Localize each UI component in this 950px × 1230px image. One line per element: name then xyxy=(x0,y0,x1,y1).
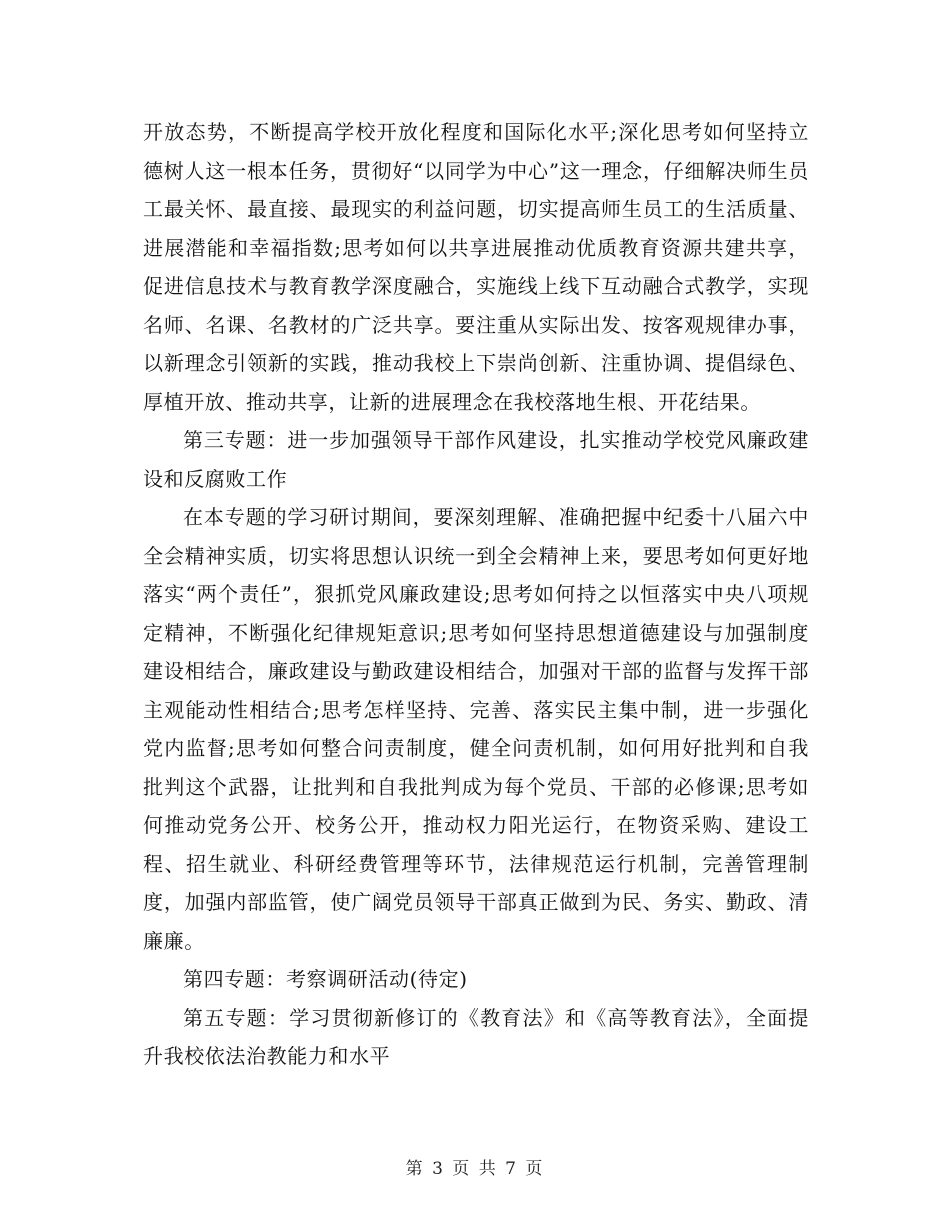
page-number: 第 3 页 共 7 页 xyxy=(405,1159,545,1179)
topic-three-body: 在本专题的学习研讨期间，要深刻理解、准确把握中纪委十八届六中全会精神实质，切实将思想认识统一到全会精神上来，要思考如何更好地落实“两个责任”，狠抓党风廉政建设;思考如何持之以恒落实中央八项规定精神，不断强化纪律规矩意识;思考如何坚持思想道德建设与加强制度建设相结合，廉政建设与勤政建设相结合，加强对干部的监督与发挥干部主观能动性相结合;思考怎样坚持、完善、落实民主集中制，进一步强化党内监督;思考如何整合问责制度，健全问责机制，如何用好批判和自我批判这个武器，让批判和自我批判成为每个党员、干部的必修课;思考如何推动党务公开、校务公开，推动权力阳光运行，在物资采购、建设工程、招生就业、科研经费管理等环节，法律规范运行机制，完善管理制度，加强内部监管，使广阔党员领导干部真正做到为民、务实、勤政、清廉廉。 xyxy=(143,505,809,953)
document-body xyxy=(143,113,809,1076)
topic-three-heading: 第三专题：进一步加强领导干部作风建设，扎实推动学校党风廉政建设和反腐败工作 xyxy=(143,428,809,491)
topic-five-heading: 第五专题：学习贯彻新修订的《教育法》和《高等教育法》，全面提升我校依法治教能力和水平 xyxy=(143,1005,809,1068)
page-footer xyxy=(0,1154,950,1179)
paragraph-continuation: 开放态势，不断提高学校开放化程度和国际化水平;深化思考如何坚持立德树人这一根本任务，贯彻好“以同学为中心”这一理念，仔细解决师生员工最关怀、最直接、最现实的利益问题，切实提高师生员工的生活质量、进展潜能和幸福指数;思考如何以共享进展推动优质教育资源共建共享，促进信息技术与教育教学深度融合，实施线上线下互动融合式教学，实现名师、名课、名教材的广泛共享。要注重从实际出发、按客观规律办事，以新理念引领新的实践，推动我校上下崇尚创新、注重协调、提倡绿色、厚植开放、推动共享，让新的进展理念在我校落地生根、开花结果。 xyxy=(143,120,809,414)
topic-four-heading: 第四专题：考察调研活动(待定) xyxy=(183,967,468,991)
